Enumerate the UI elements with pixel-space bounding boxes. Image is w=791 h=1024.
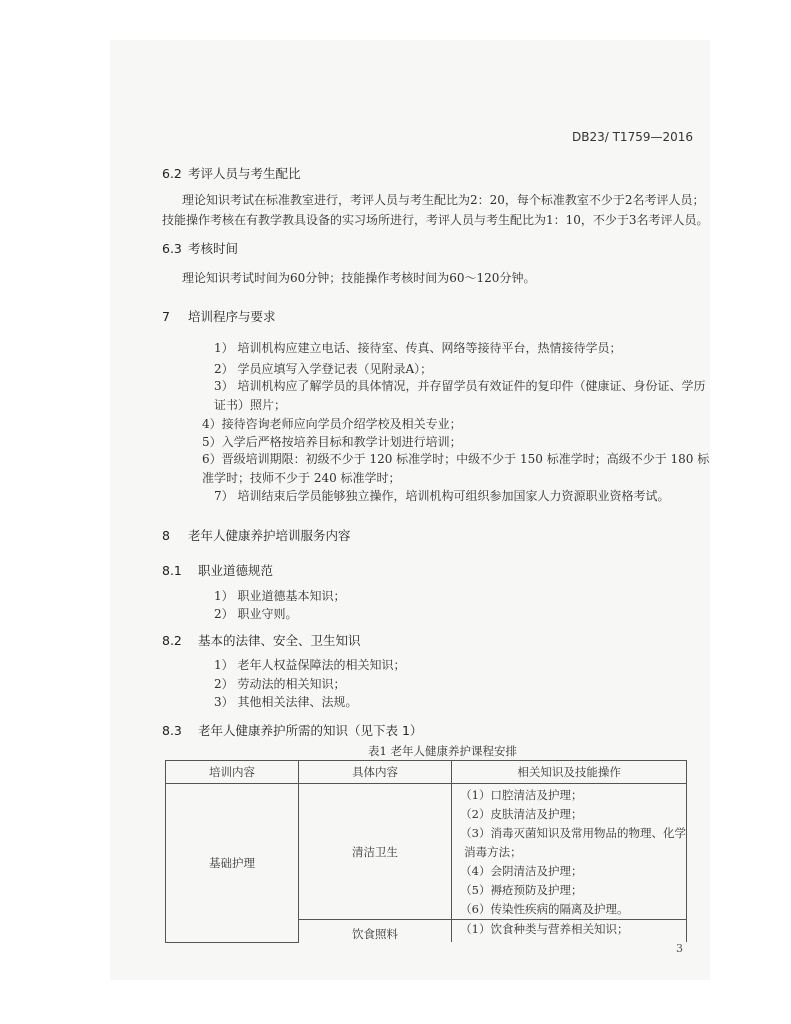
section-number: 8.3 — [162, 723, 182, 738]
section-number: 8.1 — [162, 563, 182, 578]
list-item: 准学时；技师不少于 240 标准学时； — [202, 471, 401, 485]
section-6-3-heading — [162, 239, 238, 257]
table-caption: 表1 老年人健康养护课程安排 — [368, 744, 517, 758]
column-header: 培训内容 — [166, 761, 299, 784]
section-number: 6.2 — [162, 166, 182, 181]
paragraph: 技能操作考核在有教学教具设备的实习场所进行，考评人员与考生配比为1：10，不少于3名考评人员。 — [162, 213, 709, 227]
knowledge-cell — [452, 784, 687, 920]
list-item: 3） 培训机构应了解学员的具体情况，并存留学员有效证件的复印件（健康证、身份证、学历 — [214, 379, 706, 393]
paragraph: 理论知识考试时间为60分钟；技能操作考核时间为60～120分钟。 — [182, 271, 536, 285]
list-item: 1） 职业道德基本知识； — [214, 589, 346, 603]
column-header: 相关知识及技能操作 — [452, 761, 687, 784]
section-number: 6.3 — [162, 241, 182, 256]
section-title: 考核时间 — [187, 241, 238, 256]
list-item: 7） 培训结束后学员能够独立操作，培训机构可组织参加国家人力资源职业资格考试。 — [214, 489, 670, 503]
list-item: 3） 其他相关法律、法规。 — [214, 695, 358, 709]
column-header: 具体内容 — [298, 761, 451, 784]
content-cell: 饮食照料 — [298, 920, 451, 943]
category-cell: 基础护理 — [166, 784, 299, 943]
list-item: 2） 学员应填写入学登记表（见附录A）； — [214, 362, 433, 376]
list-item: 1） 培训机构应建立电话、接待室、传真、网络等接待平台，热情接待学员； — [214, 341, 622, 355]
section-title: 职业道德规范 — [197, 563, 273, 578]
knowledge-item: （3）消毒灭菌知识及常用物品的物理、化学 — [460, 826, 686, 840]
knowledge-item: 消毒方法； — [464, 845, 522, 859]
list-item: 1） 老年人权益保障法的相关知识； — [214, 658, 406, 672]
knowledge-item: （1）饮食种类与营养相关知识； — [460, 922, 629, 936]
section-7-heading — [162, 307, 276, 325]
section-title: 培训程序与要求 — [187, 309, 276, 324]
section-title: 老年人健康养护培训服务内容 — [187, 528, 351, 543]
knowledge-item: （4）会阴清洁及护理； — [460, 864, 583, 878]
section-8-heading — [162, 526, 351, 544]
list-item: 2） 劳动法的相关知识； — [214, 677, 346, 691]
knowledge-item: （5）褥疮预防及护理； — [460, 883, 583, 897]
list-item: 5）入学后严格按培养目标和教学计划进行培训； — [202, 435, 462, 449]
table-header-row — [166, 761, 687, 784]
section-title: 考评人员与考生配比 — [187, 166, 301, 181]
section-8-1-heading — [162, 561, 273, 579]
course-table — [165, 760, 687, 943]
knowledge-item: （1）口腔清洁及护理； — [460, 788, 583, 802]
list-item: 4）接待咨询老师应向学员介绍学校及相关专业； — [202, 417, 462, 431]
list-item: 6）晋级培训期限：初级不少于 120 标准学时；中级不少于 150 标准学时；高级不少于 180 标 — [202, 452, 710, 466]
section-number: 8 — [162, 528, 170, 543]
section-number: 7 — [162, 309, 170, 324]
table-row — [166, 784, 687, 920]
list-item: 2） 职业守则。 — [214, 607, 298, 621]
section-8-2-heading — [162, 631, 361, 649]
section-8-3-heading — [162, 721, 422, 739]
section-number: 8.2 — [162, 633, 182, 648]
section-title: 基本的法律、安全、卫生知识 — [197, 633, 361, 648]
list-item: 证书）照片； — [214, 398, 287, 412]
knowledge-cell — [452, 920, 687, 943]
section-6-2-heading — [162, 164, 301, 182]
page-number: 3 — [676, 942, 683, 955]
content-cell: 清洁卫生 — [298, 784, 451, 920]
standard-code: DB23/ T1759—2016 — [572, 130, 694, 144]
knowledge-item: （6）传染性疾病的隔离及护理。 — [460, 902, 629, 916]
paragraph: 理论知识考试在标准教室进行，考评人员与考生配比为2：20，每个标准教室不少于2名考评人员； — [182, 193, 705, 207]
knowledge-item: （2）皮肤清洁及护理； — [460, 807, 583, 821]
section-title: 老年人健康养护所需的知识（见下表 1） — [197, 723, 423, 738]
